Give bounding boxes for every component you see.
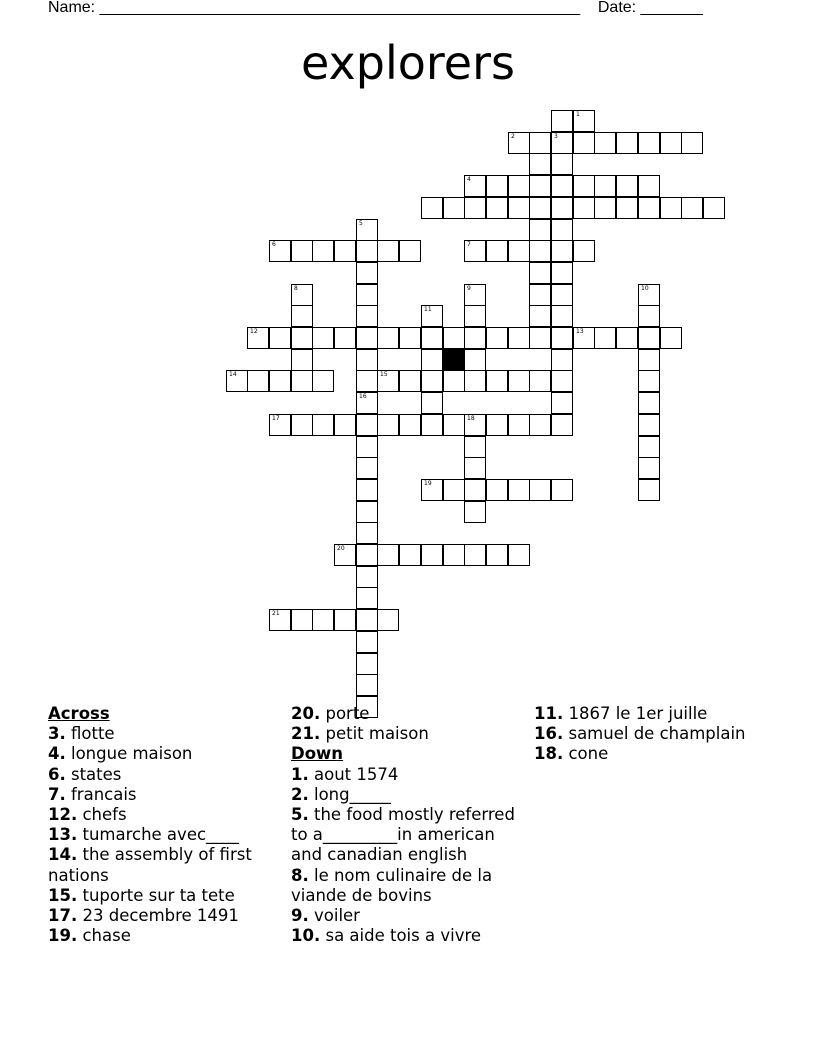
grid-cell[interactable] [356, 587, 378, 609]
grid-cell[interactable] [334, 544, 356, 566]
grid-cell[interactable] [703, 197, 725, 219]
clue-number-label: 5. [291, 805, 309, 825]
grid-cell[interactable] [247, 370, 269, 392]
grid-cell[interactable] [464, 349, 486, 371]
clue-text: cone [563, 744, 609, 764]
clue-number: 10 [641, 285, 649, 292]
grid-cell[interactable] [529, 240, 551, 262]
grid-cell[interactable] [356, 544, 378, 566]
clue-number-label: 14. [48, 845, 78, 865]
grid-cell[interactable] [399, 370, 421, 392]
across-clue [48, 825, 288, 845]
clue-number: 3 [554, 133, 558, 140]
clue-number: 18 [467, 415, 475, 422]
down-clue [291, 906, 519, 926]
clue-text: long_____ [308, 784, 391, 804]
grid-cell[interactable] [291, 414, 313, 436]
grid-cell[interactable] [291, 349, 313, 371]
grid-cell[interactable] [486, 327, 508, 349]
grid-cell[interactable] [638, 392, 660, 414]
grid-cell[interactable] [529, 370, 551, 392]
grid-cell[interactable] [399, 544, 421, 566]
grid-cell[interactable] [356, 674, 378, 696]
grid-cell[interactable] [356, 392, 378, 414]
grid-cell[interactable] [269, 327, 291, 349]
grid-cell[interactable] [573, 197, 595, 219]
clue-number-label: 2. [291, 784, 309, 804]
grid-cell[interactable] [356, 566, 378, 588]
grid-cell[interactable] [573, 240, 595, 262]
across-clue [48, 886, 288, 906]
across-clue [48, 785, 288, 805]
grid-cell[interactable] [551, 240, 573, 262]
grid-cell[interactable] [660, 197, 682, 219]
grid-cell[interactable] [486, 544, 508, 566]
grid-cell[interactable] [356, 522, 378, 544]
grid-cell[interactable] [551, 197, 573, 219]
grid-cell[interactable] [421, 327, 443, 349]
grid-cell[interactable] [377, 544, 399, 566]
clue-number-label: 1. [291, 764, 309, 784]
grid-cell[interactable] [638, 457, 660, 479]
clue-number-label: 4. [48, 744, 66, 764]
grid-cell[interactable] [421, 305, 443, 327]
across-clue [291, 724, 519, 744]
clue-text: flotte [65, 724, 115, 744]
down-clue [291, 765, 519, 785]
grid-cell[interactable] [551, 284, 573, 306]
grid-cell[interactable] [529, 479, 551, 501]
clue-number: 16 [359, 393, 367, 400]
across-clue [291, 704, 519, 724]
grid-cell[interactable] [638, 327, 660, 349]
grid-cell[interactable] [291, 609, 313, 631]
grid-cell[interactable] [573, 132, 595, 154]
grid-cell[interactable] [356, 501, 378, 523]
grid-cell[interactable] [443, 197, 465, 219]
clue-number: 11 [424, 306, 432, 313]
grid-cell[interactable] [421, 349, 443, 371]
across-clue [48, 744, 288, 764]
grid-cell[interactable] [226, 370, 248, 392]
grid-cell[interactable] [421, 370, 443, 392]
grid-cell[interactable] [551, 392, 573, 414]
clue-text: le nom culinaire de la viande de bovins [291, 865, 493, 905]
grid-cell[interactable] [356, 457, 378, 479]
grid-cell[interactable] [486, 197, 508, 219]
grid-cell[interactable] [291, 370, 313, 392]
grid-cell[interactable] [399, 327, 421, 349]
grid-cell[interactable] [551, 262, 573, 284]
grid-cell[interactable] [356, 631, 378, 653]
clue-number-label: 11. [534, 704, 564, 723]
grid-cell[interactable] [312, 370, 334, 392]
grid-cell[interactable] [464, 479, 486, 501]
grid-cell[interactable] [486, 175, 508, 197]
grid-cell[interactable] [399, 414, 421, 436]
clue-number: 19 [424, 480, 432, 487]
grid-cell[interactable] [486, 479, 508, 501]
grid-cell[interactable] [529, 132, 551, 154]
grid-cell[interactable] [421, 392, 443, 414]
grid-cell[interactable] [660, 327, 682, 349]
grid-cell[interactable] [464, 197, 486, 219]
grid-cell[interactable] [356, 305, 378, 327]
grid-cell[interactable] [464, 305, 486, 327]
grid-cell[interactable] [529, 327, 551, 349]
grid-cell[interactable] [681, 197, 703, 219]
clue-text: sa aide tois a vivre [320, 926, 482, 946]
clue-number: 12 [250, 328, 258, 335]
grid-cell[interactable] [312, 414, 334, 436]
clue-column-2 [291, 704, 519, 946]
grid-cell[interactable] [508, 327, 530, 349]
grid-cell[interactable] [551, 110, 573, 132]
grid-cell[interactable] [529, 262, 551, 284]
grid-cell[interactable] [464, 175, 486, 197]
grid-cell[interactable] [356, 653, 378, 675]
down-heading: Down [291, 744, 344, 764]
grid-cell[interactable] [508, 240, 530, 262]
clue-number-label: 16. [534, 724, 564, 744]
clue-text: longue maison [65, 744, 193, 764]
grid-cell[interactable] [464, 436, 486, 458]
down-clue [291, 805, 519, 866]
grid-cell[interactable] [464, 457, 486, 479]
clue-text: petit maison [320, 724, 429, 744]
grid-cell[interactable] [291, 284, 313, 306]
grid-cell[interactable] [616, 197, 638, 219]
grid-cell[interactable] [551, 349, 573, 371]
grid-cell[interactable] [551, 132, 573, 154]
clue-number: 4 [467, 176, 471, 183]
clue-number-label: 10. [291, 926, 321, 946]
clue-number: 5 [359, 220, 363, 227]
clue-text: the assembly of first nations [48, 845, 252, 885]
clue-column-1 [48, 704, 288, 946]
clue-text: the food mostly referred to a_________in american and canadian english [291, 805, 515, 865]
grid-cell[interactable] [508, 370, 530, 392]
grid-cell[interactable] [529, 414, 551, 436]
grid-cell[interactable] [529, 219, 551, 241]
grid-cell[interactable] [291, 240, 313, 262]
clue-text: voiler [308, 906, 360, 926]
grid-cell[interactable] [269, 370, 291, 392]
clue-number-label: 6. [48, 764, 66, 784]
grid-cell[interactable] [638, 349, 660, 371]
black-square [443, 349, 465, 371]
grid-cell[interactable] [638, 414, 660, 436]
grid-cell[interactable] [486, 370, 508, 392]
grid-cell[interactable] [486, 414, 508, 436]
grid-cell[interactable] [508, 132, 530, 154]
clue-number: 9 [467, 285, 471, 292]
clue-number-label: 15. [48, 885, 78, 905]
grid-cell[interactable] [638, 436, 660, 458]
grid-cell[interactable] [551, 219, 573, 241]
grid-cell[interactable] [638, 370, 660, 392]
grid-cell[interactable] [529, 153, 551, 175]
grid-cell[interactable] [594, 327, 616, 349]
grid-cell[interactable] [291, 327, 313, 349]
down-clue [291, 926, 519, 946]
grid-cell[interactable] [681, 132, 703, 154]
clue-text: francais [65, 784, 137, 804]
clue-number-label: 12. [48, 805, 78, 825]
clue-text: tumarche avec____ [77, 825, 240, 845]
grid-cell[interactable] [247, 327, 269, 349]
grid-cell[interactable] [638, 132, 660, 154]
clue-number: 8 [294, 285, 298, 292]
grid-cell[interactable] [508, 175, 530, 197]
grid-cell[interactable] [551, 414, 573, 436]
clue-number-label: 8. [291, 865, 309, 885]
grid-cell[interactable] [529, 305, 551, 327]
grid-cell[interactable] [638, 175, 660, 197]
grid-cell[interactable] [616, 175, 638, 197]
grid-cell[interactable] [356, 370, 378, 392]
grid-cell[interactable] [660, 132, 682, 154]
grid-cell[interactable] [638, 284, 660, 306]
across-clue [48, 926, 288, 946]
across-clue [48, 845, 288, 885]
grid-cell[interactable] [334, 240, 356, 262]
grid-cell[interactable] [443, 370, 465, 392]
grid-cell[interactable] [356, 436, 378, 458]
grid-cell[interactable] [594, 197, 616, 219]
grid-cell[interactable] [573, 327, 595, 349]
grid-cell[interactable] [356, 240, 378, 262]
across-clue [48, 765, 288, 785]
grid-cell[interactable] [269, 240, 291, 262]
across-heading: Across [48, 704, 110, 723]
clue-text: porte [320, 704, 370, 723]
grid-cell[interactable] [334, 414, 356, 436]
grid-cell[interactable] [421, 197, 443, 219]
across-clue [48, 805, 288, 825]
grid-cell[interactable] [356, 284, 378, 306]
clue-number: 7 [467, 241, 471, 248]
grid-cell[interactable] [443, 414, 465, 436]
grid-cell[interactable] [312, 240, 334, 262]
grid-cell[interactable] [508, 414, 530, 436]
clue-number-label: 9. [291, 906, 309, 926]
clue-text: chefs [77, 805, 127, 825]
grid-cell[interactable] [377, 240, 399, 262]
grid-cell[interactable] [399, 240, 421, 262]
grid-cell[interactable] [269, 609, 291, 631]
grid-cell[interactable] [421, 479, 443, 501]
grid-cell[interactable] [464, 370, 486, 392]
grid-cell[interactable] [356, 479, 378, 501]
grid-cell[interactable] [356, 609, 378, 631]
clue-number: 6 [272, 241, 276, 248]
clue-text: samuel de champlain [563, 724, 746, 744]
clue-text: 23 decembre 1491 [77, 906, 239, 926]
down-clue [534, 704, 794, 724]
grid-cell[interactable] [356, 414, 378, 436]
grid-cell[interactable] [551, 305, 573, 327]
grid-cell[interactable] [508, 544, 530, 566]
grid-cell[interactable] [616, 132, 638, 154]
grid-cell[interactable] [508, 479, 530, 501]
clue-number: 15 [380, 371, 388, 378]
clue-number: 1 [576, 111, 580, 118]
grid-cell[interactable] [616, 327, 638, 349]
clue-text: chase [77, 926, 131, 946]
grid-cell[interactable] [464, 501, 486, 523]
grid-cell[interactable] [573, 110, 595, 132]
grid-cell[interactable] [486, 240, 508, 262]
clue-number-label: 3. [48, 724, 66, 744]
grid-cell[interactable] [291, 305, 313, 327]
grid-cell[interactable] [464, 327, 486, 349]
grid-cell[interactable] [421, 544, 443, 566]
down-clue [291, 866, 519, 906]
grid-cell[interactable] [551, 327, 573, 349]
grid-cell[interactable] [464, 544, 486, 566]
grid-cell[interactable] [443, 327, 465, 349]
clue-text: states [65, 764, 122, 784]
clue-number-label: 18. [534, 744, 564, 764]
grid-cell[interactable] [356, 262, 378, 284]
grid-cell[interactable] [334, 609, 356, 631]
clue-column-3 [534, 704, 794, 765]
clue-text: aout 1574 [308, 764, 399, 784]
clue-number: 14 [229, 371, 237, 378]
grid-cell[interactable] [508, 197, 530, 219]
grid-cell[interactable] [638, 479, 660, 501]
clue-number: 13 [576, 328, 584, 335]
grid-cell[interactable] [464, 240, 486, 262]
clue-number-label: 19. [48, 926, 78, 946]
across-clue [48, 906, 288, 926]
grid-cell[interactable] [464, 284, 486, 306]
grid-cell[interactable] [356, 349, 378, 371]
across-clue [48, 724, 288, 744]
grid-cell[interactable] [377, 370, 399, 392]
clue-number: 21 [272, 610, 280, 617]
down-clue [534, 724, 794, 744]
puzzle-title: explorers [301, 36, 515, 90]
grid-cell[interactable] [638, 197, 660, 219]
grid-cell[interactable] [312, 327, 334, 349]
grid-cell[interactable] [551, 479, 573, 501]
grid-cell[interactable] [269, 414, 291, 436]
clue-text: 1867 le 1er juille [563, 704, 708, 723]
grid-cell[interactable] [638, 305, 660, 327]
clue-number-label: 7. [48, 784, 66, 804]
grid-cell[interactable] [377, 609, 399, 631]
clue-number-label: 21. [291, 724, 321, 744]
clue-number-label: 20. [291, 704, 321, 723]
grid-cell[interactable] [377, 414, 399, 436]
clue-number: 2 [511, 133, 515, 140]
clue-text: tuporte sur ta tete [77, 885, 235, 905]
grid-cell[interactable] [443, 479, 465, 501]
grid-cell[interactable] [573, 175, 595, 197]
clue-number: 20 [337, 545, 345, 552]
down-clue [291, 785, 519, 805]
down-clue [534, 744, 794, 764]
grid-cell[interactable] [312, 609, 334, 631]
grid-cell[interactable] [377, 327, 399, 349]
grid-cell[interactable] [356, 219, 378, 241]
grid-cell[interactable] [551, 370, 573, 392]
clue-number-label: 13. [48, 825, 78, 845]
grid-cell[interactable] [421, 414, 443, 436]
grid-cell[interactable] [551, 175, 573, 197]
grid-cell[interactable] [551, 153, 573, 175]
grid-cell[interactable] [356, 327, 378, 349]
grid-cell[interactable] [594, 175, 616, 197]
grid-cell[interactable] [443, 544, 465, 566]
clue-number-label: 17. [48, 906, 78, 926]
grid-cell[interactable] [594, 132, 616, 154]
grid-cell[interactable] [529, 197, 551, 219]
grid-cell[interactable] [529, 175, 551, 197]
grid-cell[interactable] [334, 327, 356, 349]
grid-cell[interactable] [464, 414, 486, 436]
grid-cell[interactable] [529, 284, 551, 306]
name-date-line: Name: ______________________________________________________ Date: _______ [48, 0, 703, 16]
clue-number: 17 [272, 415, 280, 422]
